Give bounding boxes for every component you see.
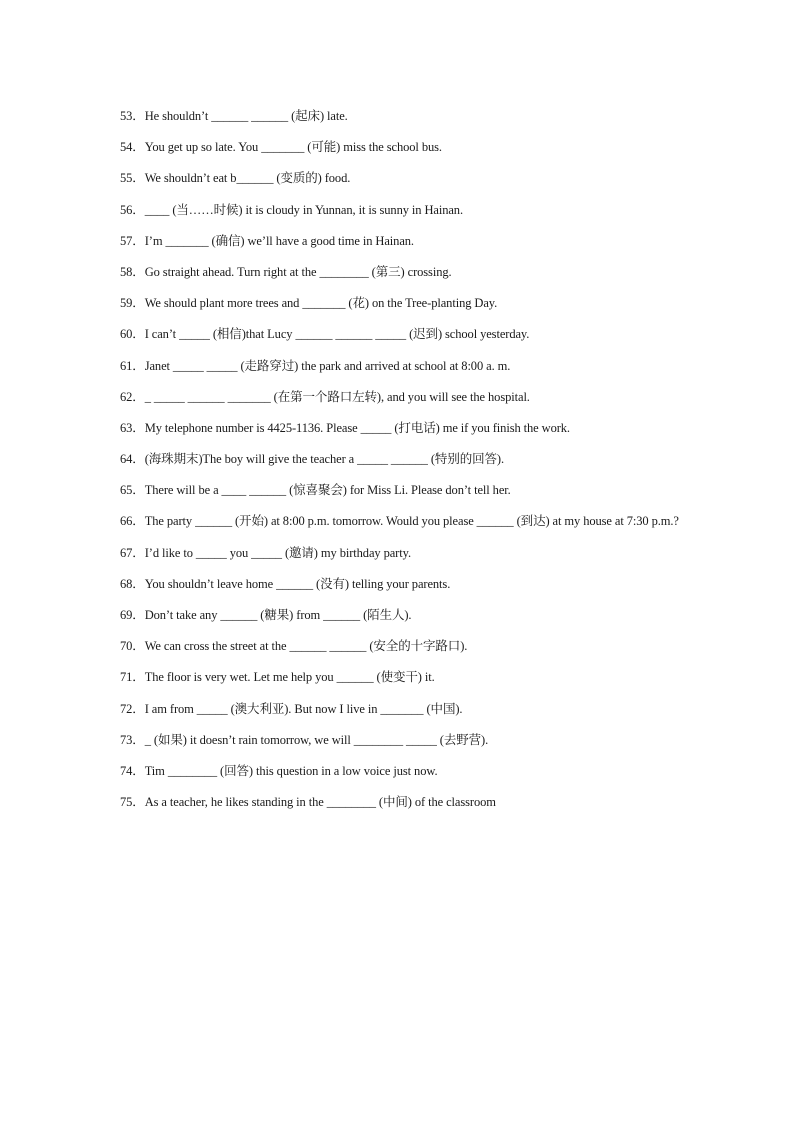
question-number: 68．	[120, 576, 145, 591]
question-text: My telephone number is 4425-1136. Please _____ (打电话) me if you finish the work.	[144, 420, 570, 435]
question-64	[120, 444, 680, 475]
question-number: 64．	[120, 452, 145, 467]
question-number: 55．	[120, 171, 145, 186]
question-text: ____ (当……时候) it is cloudy in Yunnan, it is sunny in Hainan.	[144, 202, 463, 217]
question-number: 62．	[120, 389, 145, 404]
question-text: We should plant more trees and _______ (花) on the Tree-planting Day.	[144, 296, 498, 311]
question-number: 56．	[120, 202, 145, 217]
question-number: 53．	[120, 109, 145, 123]
question-number: 73．	[120, 732, 145, 747]
question-72	[120, 694, 680, 725]
question-text: You shouldn’t leave home ______ (没有) telling your parents.	[144, 576, 451, 591]
question-58	[120, 257, 680, 288]
question-65	[120, 475, 680, 506]
question-text: You get up so late. You _______ (可能) miss the school bus.	[144, 140, 442, 155]
question-text: Janet _____ _____ (走路穿过) the park and arrived at school at 8:00 a. m.	[144, 358, 511, 373]
question-number: 54．	[120, 140, 145, 155]
question-number: 57．	[120, 233, 145, 248]
question-number: 66．	[120, 514, 145, 529]
question-56	[120, 195, 680, 226]
question-text: _ _____ ______ _______ (在第一个路口左转), and you will see the hospital.	[144, 389, 530, 404]
question-74	[120, 756, 680, 787]
question-text: We can cross the street at the ______ ______ (安全的十字路口).	[144, 639, 468, 654]
question-66	[120, 506, 680, 537]
question-number: 71．	[120, 670, 145, 685]
question-59	[120, 288, 680, 319]
question-68	[120, 569, 680, 600]
question-63	[120, 413, 680, 444]
question-number: 75．	[120, 795, 145, 810]
question-text: I am from _____ (澳大利亚). But now I live in _______ (中国).	[144, 701, 463, 716]
question-text: There will be a ____ ______ (惊喜聚会) for Miss Li. Please don’t tell her.	[144, 483, 511, 498]
question-70	[120, 631, 680, 662]
question-number: 65．	[120, 483, 145, 498]
question-text: The party ______ (开始) at 8:00 p.m. tomorrow. Would you please ______ (到达) at my house at 7:30 p.m.?	[144, 514, 679, 529]
question-number: 70．	[120, 639, 145, 654]
question-71	[120, 662, 680, 693]
question-67	[120, 538, 680, 569]
question-61	[120, 351, 680, 382]
question-text: I’d like to _____ you _____ (邀请) my birthday party.	[144, 545, 411, 560]
question-text: (海珠期末)The boy will give the teacher a _____ ______ (特别的回答).	[144, 452, 505, 467]
question-54	[120, 132, 680, 163]
question-text: As a teacher, he likes standing in the ________ (中间) of the classroom	[144, 795, 496, 810]
question-73	[120, 725, 680, 756]
question-60	[120, 319, 680, 350]
question-number: 74．	[120, 763, 145, 778]
question-55	[120, 163, 680, 194]
question-number: 60．	[120, 327, 145, 342]
question-text: Don’t take any ______ (糖果) from ______ (陌生人).	[144, 608, 412, 623]
question-text: Tim ________ (回答) this question in a low voice just now.	[144, 763, 438, 778]
question-text: _ (如果) it doesn’t rain tomorrow, we will ________ _____ (去野营).	[144, 732, 489, 747]
question-number: 59．	[120, 296, 145, 311]
question-75	[120, 787, 680, 818]
question-text: Go straight ahead. Turn right at the ________ (第三) crossing.	[144, 264, 452, 279]
question-text: I’m _______ (确信) we’ll have a good time in Hainan.	[144, 233, 414, 248]
question-text: He shouldn’t ______ ______ (起床) late.	[144, 109, 348, 123]
question-text: The floor is very wet. Let me help you ______ (使变干) it.	[144, 670, 435, 685]
question-text: We shouldn’t eat b______ (变质的) food.	[144, 171, 351, 186]
question-number: 61．	[120, 358, 145, 373]
question-69	[120, 600, 680, 631]
question-57	[120, 226, 680, 257]
question-number: 72．	[120, 701, 145, 716]
question-number: 69．	[120, 608, 145, 623]
question-list	[120, 101, 680, 818]
question-text: I can’t _____ (相信)that Lucy ______ ______ _____ (迟到) school yesterday.	[144, 327, 530, 342]
question-62	[120, 382, 680, 413]
question-number: 67．	[120, 545, 145, 560]
question-53	[120, 101, 680, 132]
question-number: 58．	[120, 264, 145, 279]
question-number: 63．	[120, 420, 145, 435]
